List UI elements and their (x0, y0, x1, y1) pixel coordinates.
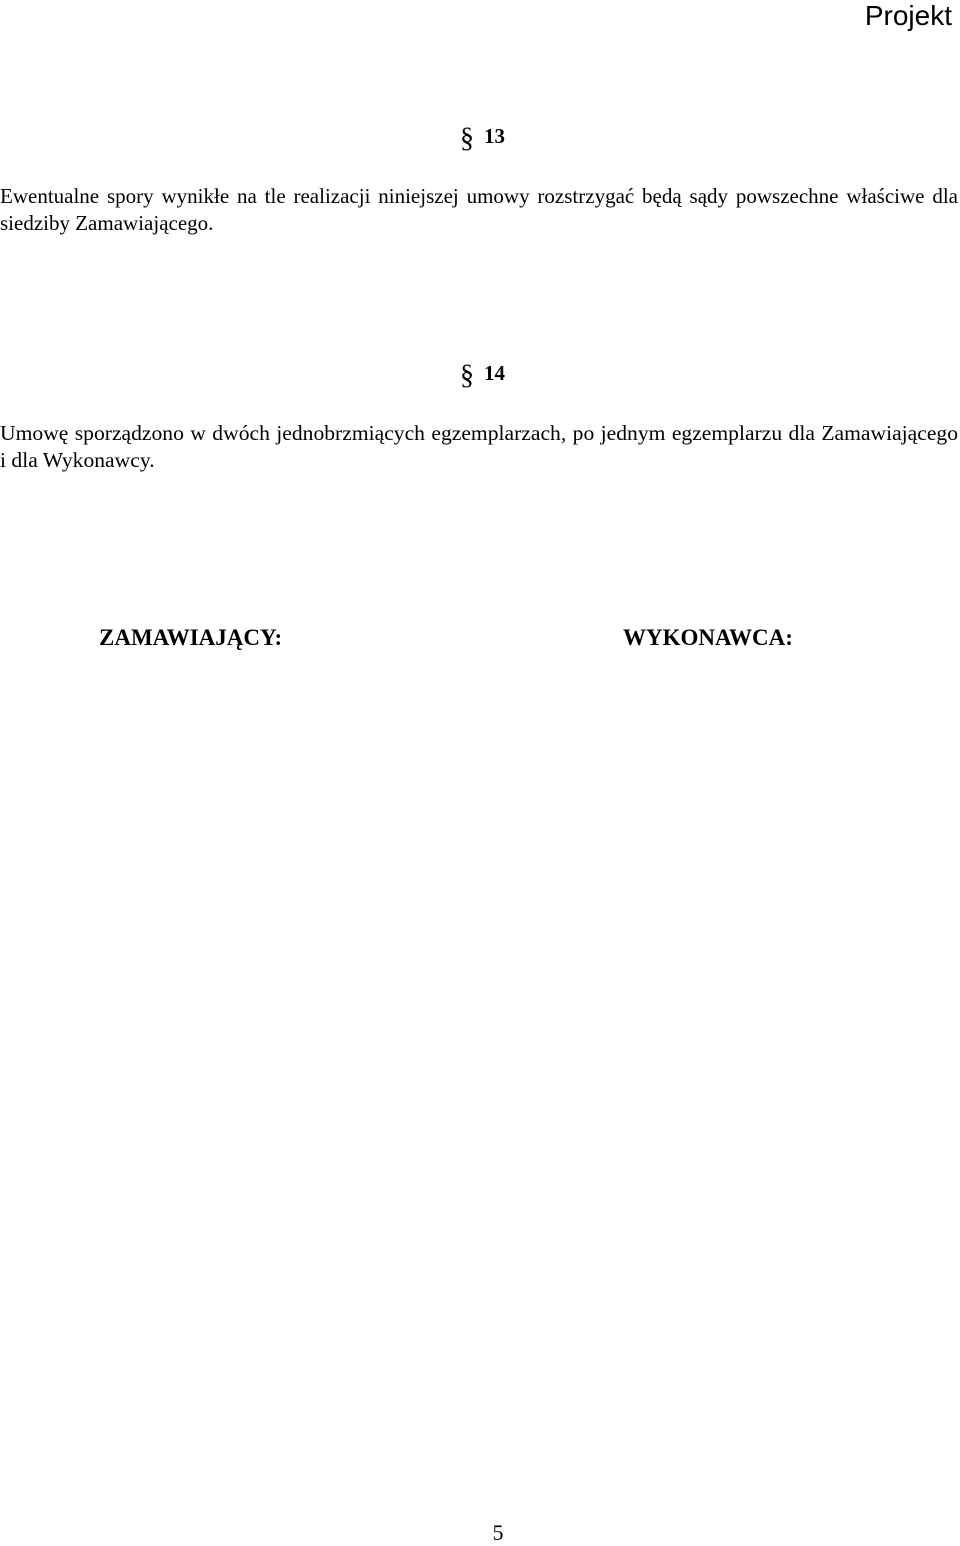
paragraph-sign: § (460, 360, 474, 391)
section-number: 14 (484, 361, 505, 385)
section-13-text: Ewentualne spory wynikłe na tle realizacji niniejszej umowy rozstrzygać będą sądy powszechne właściwe dla siedziby Zamawiającego. (0, 184, 958, 235)
section-heading-13 (0, 123, 960, 152)
paragraph-sign: § (460, 123, 474, 154)
signature-label-ordering-party: ZAMAWIAJĄCY: (99, 625, 283, 650)
section-heading-14 (0, 360, 960, 389)
signature-label-contractor: WYKONAWCA: (623, 625, 793, 650)
section-number: 13 (484, 124, 505, 148)
page-number: 5 (492, 1520, 504, 1545)
section-14-text: Umowę sporządzono w dwóch jednobrzmiących egzemplarzach, po jednym egzemplarzu dla Zamawiającego i dla Wykonawcy. (0, 421, 958, 472)
header-label: Projekt (864, 0, 952, 31)
